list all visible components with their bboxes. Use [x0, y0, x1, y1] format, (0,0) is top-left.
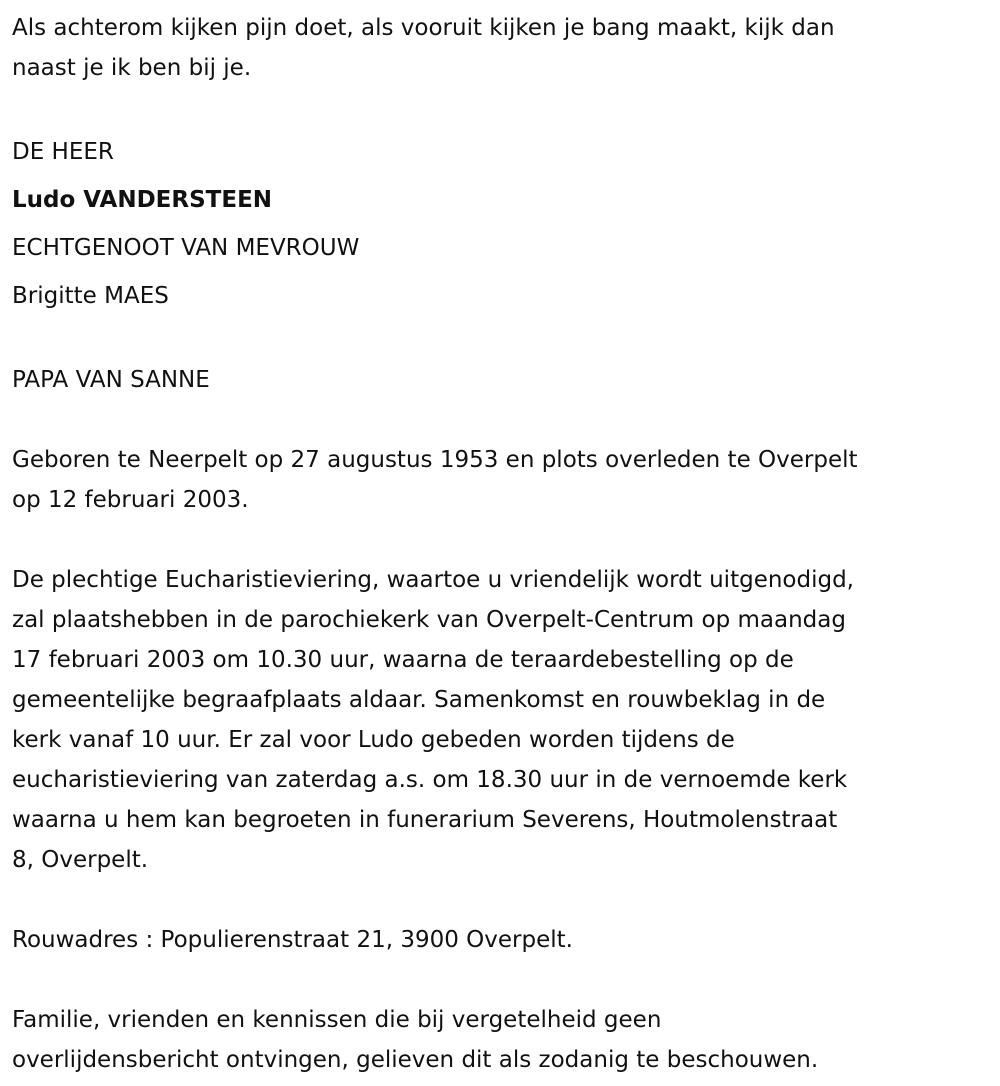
text-line: gemeentelijke begraafplaats aldaar. Samenkomst en rouwbeklag in de	[12, 687, 826, 713]
text-line: 8, Overpelt.	[12, 847, 149, 873]
text-line: naast je ik ben bij je.	[12, 55, 252, 81]
relation: PAPA VAN SANNE	[12, 367, 210, 393]
quote-paragraph	[12, 8, 1000, 88]
obituary-document	[12, 8, 1000, 1080]
text-line: Als achterom kijken pijn doet, als vooruit kijken je bang maakt, kijk dan	[12, 15, 835, 41]
spouse-name: Brigitte MAES	[12, 283, 169, 309]
text-line: kerk vanaf 10 uur. Er zal voor Ludo gebeden worden tijdens de	[12, 727, 735, 753]
title: DE HEER	[12, 139, 114, 165]
text-line: Geboren te Neerpelt op 27 augustus 1953 en plots overleden te Overpelt	[12, 447, 858, 473]
spouse-label: ECHTGENOOT VAN MEVROUW	[12, 235, 360, 261]
text-line: eucharistieviering van zaterdag a.s. om 18.30 uur in de vernoemde kerk	[12, 767, 848, 793]
text-line: De plechtige Eucharistieviering, waartoe u vriendelijk wordt uitgenodigd,	[12, 567, 854, 593]
closing-paragraph	[12, 1000, 1000, 1080]
text-line: Familie, vrienden en kennissen die bij vergetelheid geen	[12, 1007, 662, 1033]
text-line: 17 februari 2003 om 10.30 uur, waarna de teraardebestelling op de	[12, 647, 794, 673]
ceremony-paragraph	[12, 560, 1000, 880]
text-line: op 12 februari 2003.	[12, 487, 249, 513]
mourning-address: Rouwadres : Populierenstraat 21, 3900 Overpelt.	[12, 927, 573, 953]
text-line: waarna u hem kan begroeten in funerarium Severens, Houtmolenstraat	[12, 807, 838, 833]
text-line: overlijdensbericht ontvingen, gelieven dit als zodanig te beschouwen.	[12, 1047, 819, 1073]
deceased-name: Ludo VANDERSTEEN	[12, 187, 273, 213]
text-line: zal plaatshebben in de parochiekerk van Overpelt-Centrum op maandag	[12, 607, 846, 633]
birth-death-paragraph	[12, 440, 1000, 520]
